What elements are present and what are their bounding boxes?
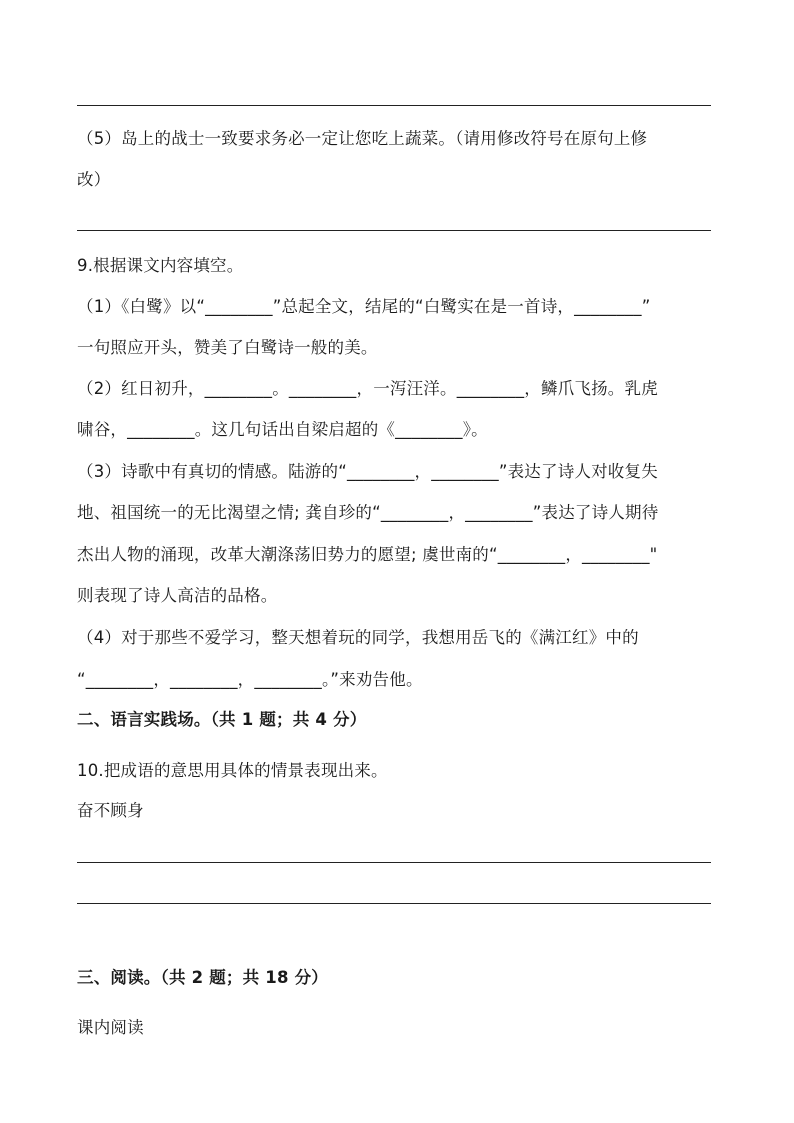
q8-item5-text-cont: 改）	[77, 170, 111, 189]
q10-title: 10.把成语的意思用具体的情景表现出来。	[77, 761, 388, 780]
q10-idiom: 奋不顾身	[77, 801, 144, 820]
q9-item4-text: （4）对于那些不爱学习，整天想着玩的同学，我想用岳飞的《满江红》中的	[77, 628, 639, 647]
q9-title: 9.根据课文内容填空。	[77, 256, 244, 275]
answer-line	[77, 230, 711, 231]
q9-item4-text-cont: “________，________，________。”来劝告他。	[77, 670, 423, 689]
q9-item3-text-cont2: 杰出人物的涌现，改革大潮涤荡旧势力的愿望; 虞世南的“________，________"	[77, 545, 658, 564]
q8-item5-text: （5）岛上的战士一致要求务必一定让您吃上蔬菜。（请用修改符号在原句上修	[77, 129, 648, 148]
q9-item1-text: （1）《白鹭》以“________”总起全文，结尾的“白鹭实在是一首诗，________”	[77, 297, 651, 316]
section2-heading: 二、语言实践场。（共 1 题；共 4 分）	[77, 710, 367, 729]
section3-heading: 三、阅读。（共 2 题；共 18 分）	[77, 968, 328, 987]
q9-item3-text-cont: 地、祖国统一的无比渴望之情; 龚自珍的“________，________”表达了诗人期待	[77, 503, 659, 522]
q9-item1-text-cont: 一句照应开头，赞美了白鹭诗一般的美。	[77, 338, 378, 357]
q9-item2-text: （2）红日初升，________。________，一泻汪洋。________，鳞爪飞扬。乳虎	[77, 379, 658, 398]
q9-item3-text: （3）诗歌中有真切的情感。陆游的“________，________”表达了诗人对收复失	[77, 462, 658, 481]
q9-item3-text-cont3: 则表现了诗人高洁的品格。	[77, 586, 278, 605]
q9-item2-text-cont: 啸谷，________。这几句话出自梁启超的《________》。	[77, 420, 488, 439]
answer-line	[77, 862, 711, 863]
reading-label: 课内阅读	[77, 1018, 144, 1037]
answer-line	[77, 105, 711, 106]
answer-line	[77, 903, 711, 904]
